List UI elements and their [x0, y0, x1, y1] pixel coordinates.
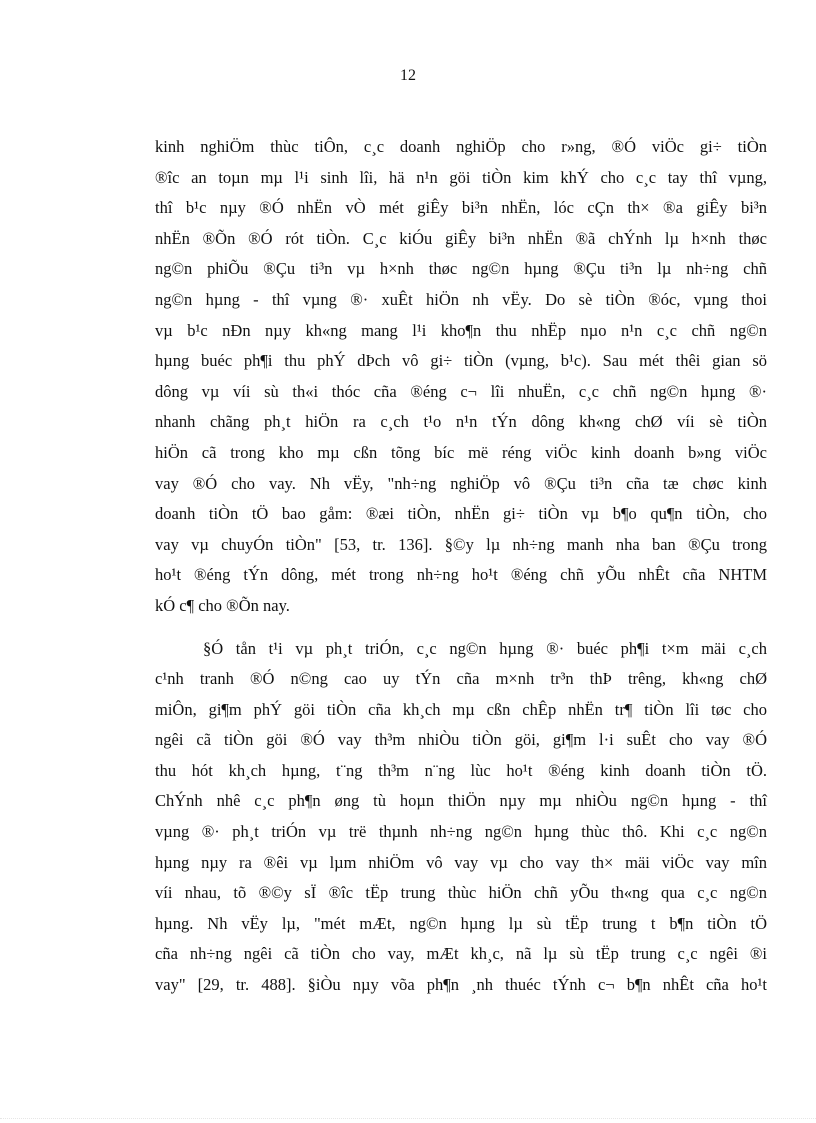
text-line: ho¹t ®éng tÝn dông, mét trong nh÷ng ho¹t ®éng chñ yÕu nhÊt cña NHTM — [155, 565, 767, 585]
body-text — [155, 136, 767, 1005]
text-line: cña nh÷ng ngêi cã tiÒn cho vay, mÆt kh¸c, nã lµ sù tËp trung c¸c ngêi ®i — [155, 944, 767, 964]
text-line: thu hót kh¸ch hµng, t¨ng th³m n¨ng lùc ho¹t ®éng kinh doanh tiÒn tÖ. — [155, 760, 767, 780]
text-line: víi nhau, tõ ®©y sÏ ®îc tËp trung thùc hiÖn chñ yÕu th«ng qua c¸c ng©n — [155, 883, 767, 903]
text-line: ngêi cã tiÒn göi ®Ó vay th³m nhiÒu tiÒn göi, gi¶m l·i suÊt cho vay ®Ó — [155, 730, 767, 750]
text-line: hµng. Nh vËy lµ, "mét mÆt, ng©n hµng lµ sù tËp trung t b¶n tiÒn tÖ — [155, 913, 767, 933]
paragraph-2 — [155, 638, 767, 1005]
text-line: nhanh chãng ph¸t hiÖn ra c¸ch t¹o n¹n tÝn dông kh«ng chØ víi sè tiÒn — [155, 412, 767, 432]
text-line: ®îc an toµn mµ l¹i sinh lîi, hä n¹n göi tiÒn kim khÝ cho c¸c tay thî vµng, — [155, 167, 767, 187]
paragraph-1 — [155, 136, 767, 626]
text-line: hiÖn cã trong kho mµ cßn tõng bíc më réng viÖc kinh doanh b»ng viÖc — [155, 442, 767, 462]
text-line: vµng ®· ph¸t triÓn vµ trë thµnh nh÷ng ng©n hµng thùc thô. Khi c¸c ng©n — [155, 822, 767, 842]
text-line: hµng nµy ra ®êi vµ lµm nhiÖm vô vay vµ cho vay th× mäi viÖc vay mîn — [155, 852, 767, 872]
text-line: ng©n phiÕu ®Çu ti³n vµ h×nh thøc ng©n hµng ®Çu ti³n lµ nh÷ng chñ — [155, 259, 767, 279]
text-line: ChÝnh nhê c¸c ph¶n øng tù hoµn thiÖn nµy mµ nhiÒu ng©n hµng - thî — [155, 791, 767, 811]
text-line: vay vµ chuyÓn tiÒn" [53, tr. 136]. §©y lµ nh÷ng manh nha ban ®Çu trong — [155, 534, 767, 554]
page-number: 12 — [400, 67, 416, 84]
text-line: ng©n hµng - thî vµng ®· xuÊt hiÖn nh vËy. Do sè tiÒn ®óc, vµng thoi — [155, 289, 767, 309]
text-line: dông vµ víi sù th«i thóc cña ®éng c¬ lîi nhuËn, c¸c chñ ng©n hµng ®· — [155, 381, 767, 401]
text-line: doanh tiÒn tÖ bao gåm: ®æi tiÒn, nhËn gi÷ tiÒn vµ b¶o qu¶n tiÒn, cho — [155, 504, 767, 524]
text-line: kinh nghiÖm thùc tiÔn, c¸c doanh nghiÖp cho r»ng, ®Ó viÖc gi÷ tiÒn — [155, 137, 767, 156]
text-line: §Ó tån t¹i vµ ph¸t triÓn, c¸c ng©n hµng ®· buéc ph¶i t×m mäi c¸ch — [203, 638, 767, 658]
text-line: vµ b¹c nÐn nµy kh«ng mang l¹i kho¶n thu nhËp nµo n¹n c¸c chñ ng©n — [155, 320, 767, 340]
text-line: hµng buéc ph¶i thu phÝ dÞch vô gi÷ tiÒn (vµng, b¹c). Sau mét thêi gian sö — [155, 351, 767, 371]
text-line: vay" [29, tr. 488]. §iÒu nµy võa ph¶n ¸nh thuéc tÝnh c¬ b¶n nhÊt cña ho¹t — [155, 975, 767, 995]
text-line: thî b¹c nµy ®Ó nhËn vÒ mét giÊy bi³n nhËn, lóc cÇn th× ®a giÊy bi³n — [155, 198, 767, 218]
text-line: vay ®Ó cho vay. Nh vËy, "nh÷ng nghiÖp vô ®Çu ti³n cña tæ chøc kinh — [155, 473, 767, 493]
text-line: nhËn ®Õn ®Ó rót tiÒn. C¸c kiÓu giÊy bi³n nhËn ®ã chÝnh lµ h×nh thøc — [155, 228, 767, 248]
text-line: miÔn, gi¶m phÝ göi tiÒn cña kh¸ch mµ cßn chÊp nhËn tr¶ tiÒn lîi tøc cho — [155, 699, 767, 719]
text-line: c¹nh tranh ®Ó n©ng cao uy tÝn cña m×nh tr³n thÞ trêng, kh«ng chØ — [155, 669, 767, 689]
page-bottom-edge — [0, 1118, 816, 1119]
text-line: kÓ c¶ cho ®Õn nay. — [155, 595, 290, 615]
